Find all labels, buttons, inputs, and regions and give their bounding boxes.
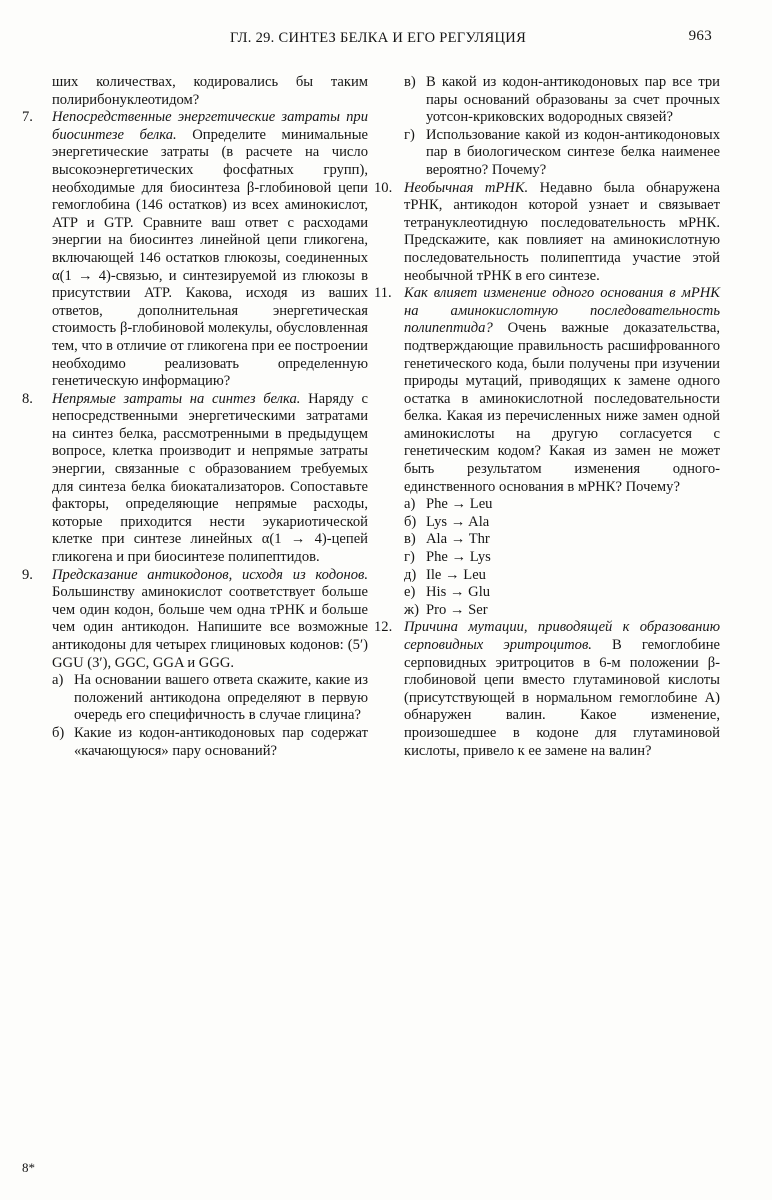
question-9-part-b (22, 725, 368, 760)
question-text: Очень важные доказательства, подтверждающие правильность расшифрованного генетического кода, были получены при изучении природы мутаций, приводящих к замене одного остатка в аминокислотной последовательности белка. Какая из перечисленных ниже замен одной аминокислоты на другую согласуется с генетическим кодом? Какая из замен не может быть результатом изменения одного-единственного основания в мРНК? Почему? (404, 320, 720, 495)
substitution-item (404, 567, 720, 585)
question-9-part-g (374, 127, 720, 180)
question-9-part-v (374, 74, 720, 127)
substitution-label: г) (404, 549, 415, 566)
question-text: Определите минимальные энергетические затраты (в расчете на число высокоэнергетических фосфатных групп), необходимые для биосинтеза β-глобиновой цепи гемоглобина (146 остатков) из всех аминокислот, ATP и GTP. Сравните ваш ответ с расходами энергии на биосинтез линейной цепи гликогена, включающей 146 остатков глюкозы, соединенных α(1 → 4)-связью, и синтезируемой из глюкозы в присутствии ATP. Какова, исходя из ваших ответов, дополнительная энергетическая стоимость β-глобиновой молекулы, обусловленная тем, что в отличие от гликогена при ее построении необходимо реализовать определенную генетическую информацию? (52, 126, 368, 390)
question-number: 7. (22, 109, 33, 126)
substitution-list (374, 496, 720, 619)
question-number: 9. (22, 566, 33, 583)
substitution-label: а) (404, 496, 416, 513)
question-number: 8. (22, 390, 33, 407)
substitution-label: е) (404, 584, 416, 601)
substitution-label: ж) (404, 601, 419, 618)
substitution-item (404, 602, 720, 620)
chapter-title: ГЛ. 29. СИНТЕЗ БЕЛКА И ЕГО РЕГУЛЯЦИЯ (230, 30, 527, 46)
question-8 (22, 391, 368, 567)
part-text: На основании вашего ответа скажите, какие из положений антикодона определяют в первую очередь его специфичность в случае глицина? (74, 672, 368, 724)
question-number: 10. (374, 179, 393, 196)
substitution-label: в) (404, 531, 416, 548)
question-10 (374, 180, 720, 286)
question-text: Большинству аминокислот соответствует больше чем один кодон, больше чем одна тРНК и больше чем один антикодон. Напишите все возможные антикодоны для четырех глициновых кодонов: (5′) GGU (3′), GGC, GGA и GGG. (52, 584, 368, 671)
substitution-item (404, 514, 720, 532)
substitution-text: Ala → Thr (426, 531, 490, 548)
part-label: б) (52, 724, 65, 741)
continuation-text: ших количествах, кодировались бы таким полирибонуклеотидом? (52, 74, 368, 108)
left-column (22, 74, 368, 760)
question-title: Необычная тРНК. (404, 179, 529, 196)
part-label: г) (404, 126, 415, 143)
substitution-item (404, 531, 720, 549)
question-text: Наряду с непосредственными энергетическими затратами на синтез белка, рассмотренными в предыдущем вопросе, клетка производит и непрямые затраты энергии, связанные с образованием требуемых для синтеза белка биокатализаторов. Сопоставьте факторы, определяющие непрямые расходы, которые приходится нести эукариотической клетке при синтезе линейных α(1 → 4)-цепей гликогена и при биосинтезе полипептидов. (52, 390, 369, 566)
question-title: Причина мутации, приводящей к образованию серповидных эритроцитов. (404, 619, 720, 653)
question-12 (374, 619, 720, 760)
question-7 (22, 109, 368, 391)
part-text: Какие из кодон-антикодоновых пар содержат «качающуюся» пару оснований? (74, 724, 368, 759)
substitution-text: Ile → Leu (426, 566, 486, 583)
substitution-text: Pro → Ser (426, 601, 488, 618)
question-title: Как влияет изменение одного основания в мРНК на аминокислотную последовательность полипептида? (404, 285, 720, 337)
part-text: В какой из кодон-антикодоновых пар все три пары оснований образованы за счет прочных уотсон-криковских водородных связей? (426, 74, 720, 126)
substitution-item (404, 496, 720, 514)
substitution-label: д) (404, 566, 417, 583)
substitution-text: Lys → Ala (426, 513, 490, 530)
question-text: Недавно была обнаружена тРНК, антикодон которой узнает и связывает тетрануклеотидную последовательность мРНК. Предскажите, как повлияет на аминокислотную последовательность полипептида участие этой необычной тРНК в его синтезе. (404, 179, 720, 284)
question-9 (22, 567, 368, 673)
question-title: Непрямые затраты на синтез белка. (52, 390, 301, 407)
question-number: 12. (374, 619, 393, 636)
part-label: а) (52, 672, 64, 689)
substitution-label: б) (404, 513, 417, 530)
substitution-text: Phe → Leu (426, 496, 493, 513)
question-9-part-a (22, 672, 368, 725)
question-title: Непосредственные энергетические затраты при биосинтезе белка. (52, 109, 368, 143)
right-column (374, 74, 720, 760)
question-title: Предсказание антикодонов, исходя из кодонов. (52, 566, 368, 583)
substitution-item (404, 584, 720, 602)
substitution-text: Phe → Lys (426, 549, 491, 566)
page-number: 963 (688, 28, 712, 44)
question-text: В гемоглобине серповидных эритроцитов в 6-м положении β-глобиновой цепи вместо глутаминовой кислоты (присутствующей в нормальном гемоглобине А) обнаружен валин. Какое изменение, произошедшее в кодоне для глутаминовой кислоты, привело к ее замене на валин? (404, 637, 720, 759)
question-11 (374, 285, 720, 496)
substitution-text: His → Glu (426, 584, 491, 601)
question-number: 11. (374, 285, 392, 302)
signature-mark: 8* (22, 1160, 35, 1175)
part-label: в) (404, 74, 416, 90)
substitution-item (404, 549, 720, 567)
part-text: Использование какой из кодон-антикодоновых пар в биологическом синтезе белка наименее вероятно? Почему? (426, 126, 720, 178)
